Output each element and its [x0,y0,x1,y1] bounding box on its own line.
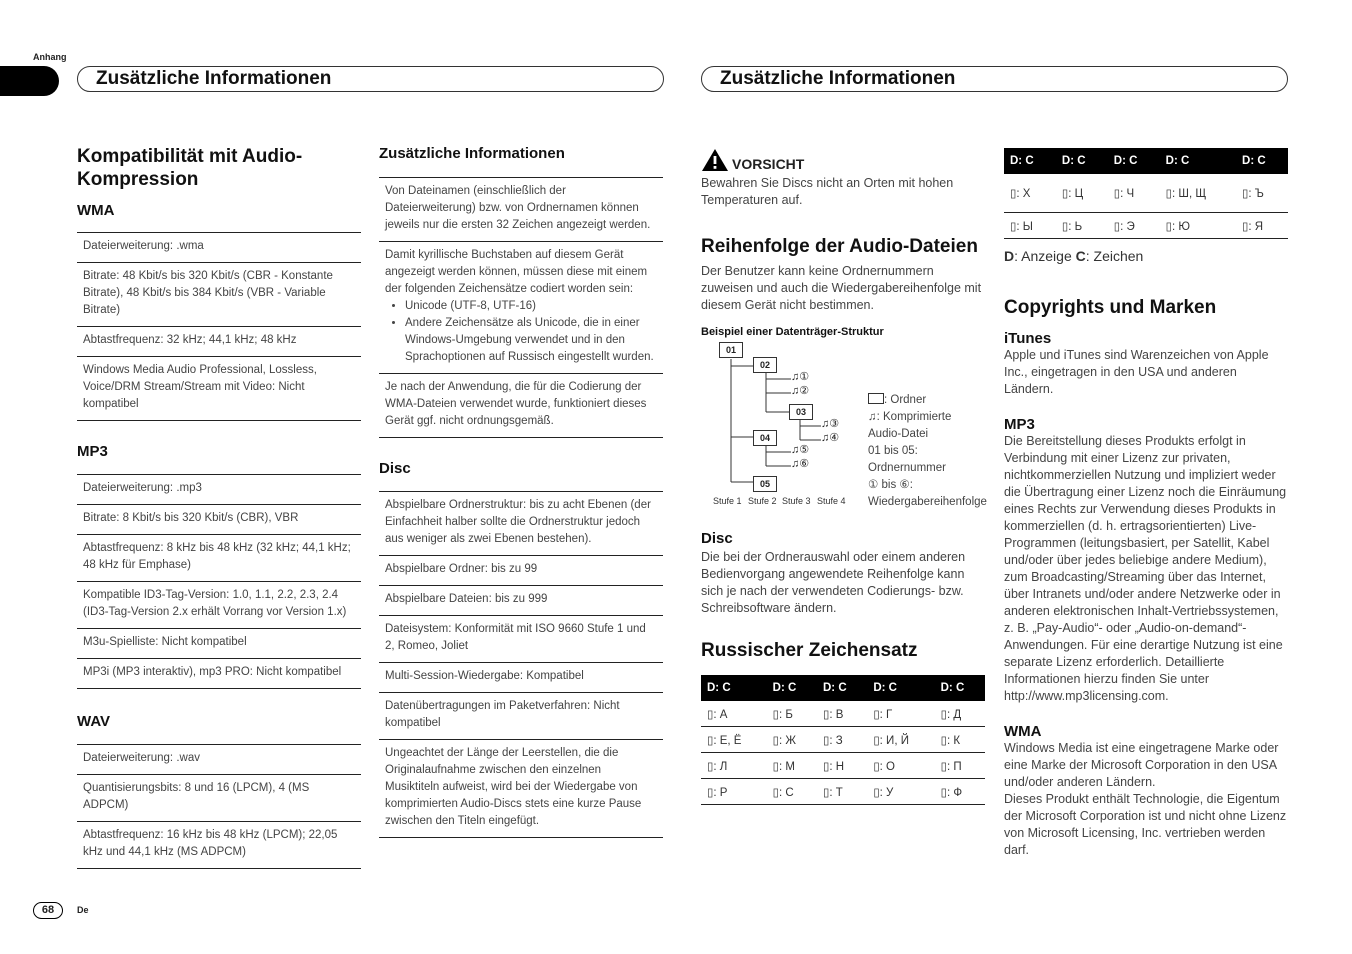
table-header: D: C [1236,148,1288,174]
folder-diagram [701,342,985,522]
display-glyph-icon: ▯ [822,760,830,773]
music-note-icon: ♫ [791,385,800,397]
table-row: Bitrate: 48 Kbit/s bis 320 Kbit/s (CBR - Konstante Bitrate), 48 Kbit/s bis 384 Kbit/s (VBR - Variable Bitrate) [77,263,361,327]
table-row: Abspielbare Dateien: bis zu 999 [379,586,663,616]
caution-box [701,148,985,172]
diagram-legend [868,392,987,511]
table-cell: ▯: Ж [767,727,817,753]
display-glyph-icon: ▯ [707,786,714,799]
table-header: D: C [1056,148,1108,174]
header-left: Zusätzliche Informationen [77,66,664,92]
table-row: Damit kyrillische Buchstaben auf diesem Gerät angezeigt werden können, müssen diese mit einem der folgenden Zeichensätze codiert worden sein: • Unicode (UTF-8, UTF-16) • Andere Zeichensätze als Unicode, die in einer Windows-Umgebung verwendet und in den Sprachoptionen auf Russisch eingestellt wurden. [379,242,663,374]
warning-icon [701,148,729,172]
file-1: ♫① [791,371,810,383]
folder-icon [868,393,884,404]
table-cell: ▯: Ф [935,779,985,805]
display-glyph-icon: ▯ [1165,220,1173,233]
music-note-icon: ♫ [791,371,800,383]
table-row: M3u-Spielliste: Nicht kompatibel [77,629,361,659]
table-row: Dateierweiterung: .wma [77,233,361,263]
table-row [701,753,985,779]
wma-trademark-heading: WMA [1004,723,1042,740]
header-right: Zusätzliche Informationen [701,66,1288,92]
legend-folder: : Ordner [868,392,983,409]
caution-label: VORSICHT [732,156,805,172]
russian-title: Russischer Zeichensatz [701,640,918,661]
folder-04: 04 [753,430,777,446]
mp3-trademark-heading: MP3 [1004,416,1035,433]
music-note-icon: ♫ [821,432,830,444]
display-glyph-icon: ▯ [822,786,830,799]
disc-text: Die bei der Ordnerauswahl oder einem anderen Bedienvorgang angewendete Reihenfolge kann sich je nach der verwendeten Codierungs- bzw. Schreibsoftware ändern. [701,550,966,615]
order-text: Der Benutzer kann keine Ordnernummern zuweisen und auch die Wiedergabereihenfolge mit diesem Gerät nicht bestimmen. [701,264,982,312]
table-header: D: C [867,675,934,701]
table-cell: ▯: Ь [1056,213,1108,239]
mp3-trademark-text: Die Bereitstellung dieses Produkts erfolgt in Verbindung mit einer Lizenz zur privaten, nichtkommerziellen Nutzung und impliziert weder die Übertragung einer Lizenz noch die Einräumung eines Rechts zur Verwendung dieses Produkts in kommerziellen (d. h. ertragsorientierten) Live-Programmen (leitungsbasiert, per Satellit, Kabel und/oder über jedes beliebige andere Medium), zum Broadcasting/Streaming über das Internet, über Intranets und/oder andere Netzwerke oder in anderen elektronischen Inhalt-Vertriebssystemen, z. B. „Pay-Audio“- oder „Audio-on-demand“-Anwendungen. Für eine derartige Nutzung ist eine separate Lizenz erforderlich. Detaillierte Informationen hierzu finden Sie unter [1004,434,1287,686]
table-row: Multi-Session-Wiedergabe: Kompatibel [379,663,663,693]
column-4 [1004,148,1288,859]
list-item: • Unicode (UTF-8, UTF-16) [405,298,657,315]
charset-list [385,298,657,366]
display-glyph-icon: ▯ [873,734,880,747]
stage-label: Stufe 4 [817,496,846,506]
music-note-icon: ♫ [791,458,800,470]
table-cell: ▯: Ч [1108,174,1160,213]
display-glyph-icon: ▯ [707,760,714,773]
music-note-icon: ♫ [791,444,800,456]
folder-02: 02 [753,357,777,373]
mp3-heading: MP3 [77,443,108,460]
table-cell: ▯: Л [701,753,767,779]
disc-heading: Disc [379,460,411,477]
display-glyph-icon: ▯ [940,708,947,721]
display-glyph-icon: ▯ [822,708,830,721]
display-glyph-icon: ▯ [1061,188,1069,200]
table-cell: ▯: Т [817,779,867,805]
table-cell: ▯: З [817,727,867,753]
table-header: D: C [935,675,985,701]
table-header: D: C [701,675,767,701]
display-glyph-icon: ▯ [873,708,880,721]
table-cell: ▯: Ш, Щ [1160,174,1236,213]
cyrillic-table-2 [1004,148,1288,239]
section-tab-marker [0,66,59,96]
display-glyph-icon: ▯ [1113,220,1121,233]
legend-numbers: 01 bis 05: Ordnernummer [868,445,946,474]
table-cell: ▯: Ю [1160,213,1236,239]
wav-heading: WAV [77,713,111,730]
table-row: Abtastfrequenz: 32 kHz; 44,1 kHz; 48 kHz [77,327,361,357]
display-glyph-icon: ▯ [1010,220,1017,233]
table-cell: ▯: Д [935,701,985,727]
itunes-heading: iTunes [1004,330,1052,347]
table-row: Dateierweiterung: .wav [77,745,361,775]
table-row: Bitrate: 8 Kbit/s bis 320 Kbit/s (CBR), VBR [77,505,361,535]
section-tab-label: Anhang [33,52,67,62]
folder-05: 05 [753,476,777,492]
table-cell: ▯: И, Й [867,727,934,753]
disc-table [379,491,663,838]
table-header-row [1004,148,1288,174]
display-glyph-icon: ▯ [1242,220,1249,233]
display-glyph-icon: ▯ [940,786,947,799]
display-glyph-icon: ▯ [772,760,779,773]
table-row: Von Dateinamen (einschließlich der Dateierweiterung) bzw. von Ordnernamen können jeweils nur die ersten 32 Zeichen angezeigt werden. [379,178,663,242]
display-glyph-icon: ▯ [1010,188,1017,200]
cyrillic-table-1 [701,675,985,805]
display-glyph-icon: ▯ [1165,188,1173,200]
legend-file: ♫: Komprimierte Audio-Datei [868,411,952,440]
column-1 [77,145,361,869]
wma-table [77,232,361,421]
table-cell: ▯: О [867,753,934,779]
table-cell: ▯: К [935,727,985,753]
table-cell: ▯: В [817,701,867,727]
table-cell: ▯: У [867,779,934,805]
folder-03: 03 [789,404,813,420]
table-cell: ▯: Ц [1056,174,1108,213]
display-glyph-icon: ▯ [1061,220,1069,233]
file-2: ♫② [791,385,810,397]
display-glyph-icon: ▯ [772,786,779,799]
table-header: D: C [1004,148,1056,174]
table-row: Dateisystem: Konformität mit ISO 9660 Stufe 1 und 2, Romeo, Joliet [379,616,663,663]
table-legend: D: Anzeige C: Zeichen [1004,248,1144,264]
table-row: MP3i (MP3 interaktiv), mp3 PRO: Nicht kompatibel [77,659,361,689]
wav-table [77,744,361,869]
table-row [1004,213,1288,239]
table-row [701,779,985,805]
table-row [1004,174,1288,213]
file-5: ♫⑤ [791,444,810,456]
table-cell: ▯: М [767,753,817,779]
table-header: D: C [1108,148,1160,174]
display-glyph-icon: ▯ [707,708,714,721]
wma-trademark-text-2: Dieses Produkt enthält Technologie, die Eigentum der Microsoft Corporation ist und nicht ohne Lizenz von Microsoft Licensing, Inc. vertrieben werden darf. [1004,792,1287,857]
stage-label: Stufe 1 [713,496,742,506]
table-cell: ▯: Ы [1004,213,1056,239]
mp3-licensing-url: http://www.mp3licensing.com. [1004,689,1169,703]
folder-01: 01 [719,342,743,358]
file-6: ♫⑥ [791,458,810,470]
itunes-text: Apple und iTunes sind Warenzeichen von Apple Inc., eingetragen in den USA und anderen Ländern. [1004,348,1269,396]
legend-order: ① bis ⑥: Wiedergabereihenfolge [868,479,987,508]
table-row [701,727,985,753]
wma-heading: WMA [77,202,115,219]
music-note-icon: ♫ [868,411,877,423]
table-cell: ▯: Г [867,701,934,727]
table-header: D: C [817,675,867,701]
table-cell: ▯: Ъ [1236,174,1288,213]
table-header: D: C [767,675,817,701]
display-glyph-icon: ▯ [940,760,947,773]
display-glyph-icon: ▯ [873,760,880,773]
stage-label: Stufe 3 [782,496,811,506]
table-row: Abtastfrequenz: 16 kHz bis 48 kHz (LPCM); 22,05 kHz und 44,1 kHz (MS ADPCM) [77,822,361,869]
table-header: D: C [1160,148,1236,174]
table-cell: ▯: Б [767,701,817,727]
table-cell: ▯: Н [817,753,867,779]
display-glyph-icon: ▯ [822,734,830,747]
order-title: Reihenfolge der Audio-Dateien [701,236,978,257]
compat-title: Kompatibilität mit Audio- Kompression [77,146,303,190]
caution-text: Bewahren Sie Discs nicht an Orten mit hohen Temperaturen auf. [701,176,954,207]
table-cell: ▯: Р [701,779,767,805]
page-number: 68 [33,902,63,919]
display-glyph-icon: ▯ [873,786,880,799]
table-row: Windows Media Audio Professional, Lossless, Voice/DRM Stream/Stream mit Video: Nicht kompatibel [77,357,361,421]
copyright-title: Copyrights und Marken [1004,297,1217,318]
table-row: Abspielbare Ordnerstruktur: bis zu acht Ebenen (der Einfachheit halber sollte die Ordnerstruktur jedoch aus weniger als zwei Ebenen bestehen). [379,492,663,556]
table-row: Quantisierungsbits: 8 und 16 (LPCM), 4 (MS ADPCM) [77,775,361,822]
mp3-table [77,474,361,689]
stage-label: Stufe 2 [748,496,777,506]
table-row: Datenübertragungen im Paketverfahren: Nicht kompatibel [379,693,663,740]
example-heading: Beispiel einer Datenträger-Struktur [701,326,884,338]
language-code: De [77,905,89,915]
table-row: Dateierweiterung: .mp3 [77,475,361,505]
table-row: Je nach der Anwendung, die für die Codierung der WMA-Dateien verwendet wurde, funktioniert dieses Gerät ggf. nicht ordnungsgemäß. [379,374,663,438]
table-row: Ungeachtet der Länge der Leerstellen, die die Originalaufnahme zwischen den einzelnen Musiktiteln aufweist, wird bei der Wiedergabe von komprimierten Audio-Discs stets eine kurze Pause zwischen den Titeln eingefügt. [379,740,663,838]
table-cell: ▯: П [935,753,985,779]
disc-heading-2: Disc [701,530,733,547]
table-cell: ▯: Я [1236,213,1288,239]
display-glyph-icon: ▯ [772,708,779,721]
table-row: Abtastfrequenz: 8 kHz bis 48 kHz (32 kHz; 44,1 kHz; 48 kHz für Emphase) [77,535,361,582]
display-glyph-icon: ▯ [1113,188,1121,200]
column-3 [701,148,985,805]
table-cell: ▯: А [701,701,767,727]
table-cell: ▯: С [767,779,817,805]
column-2 [379,145,663,838]
table-row: Abspielbare Ordner: bis zu 99 [379,556,663,586]
table-cell: ▯: Х [1004,174,1056,213]
info-table [379,177,663,438]
list-item: • Andere Zeichensätze als Unicode, die in einer Windows-Umgebung verwendet und in den Sprachoptionen auf Russisch eingestellt wurden. [405,315,657,366]
wma-trademark-text-1: Windows Media ist eine eingetragene Marke oder eine Marke der Microsoft Corporation in den USA und/oder anderen Ländern. [1004,741,1279,789]
display-glyph-icon: ▯ [707,734,714,747]
table-row: Kompatible ID3-Tag-Version: 1.0, 1.1, 2.2, 2.3, 2.4 (ID3-Tag-Version 2.x erhält Vorrang vor Version 1.x) [77,582,361,629]
table-header-row [701,675,985,701]
display-glyph-icon: ▯ [1242,188,1249,200]
table-row [701,701,985,727]
info-heading: Zusätzliche Informationen [379,145,565,162]
music-note-icon: ♫ [821,418,830,430]
file-4: ♫④ [821,432,840,444]
table-cell: ▯: Э [1108,213,1160,239]
display-glyph-icon: ▯ [772,734,779,747]
file-3: ♫③ [821,418,840,430]
table-cell: ▯: Е, Ё [701,727,767,753]
display-glyph-icon: ▯ [940,734,947,747]
